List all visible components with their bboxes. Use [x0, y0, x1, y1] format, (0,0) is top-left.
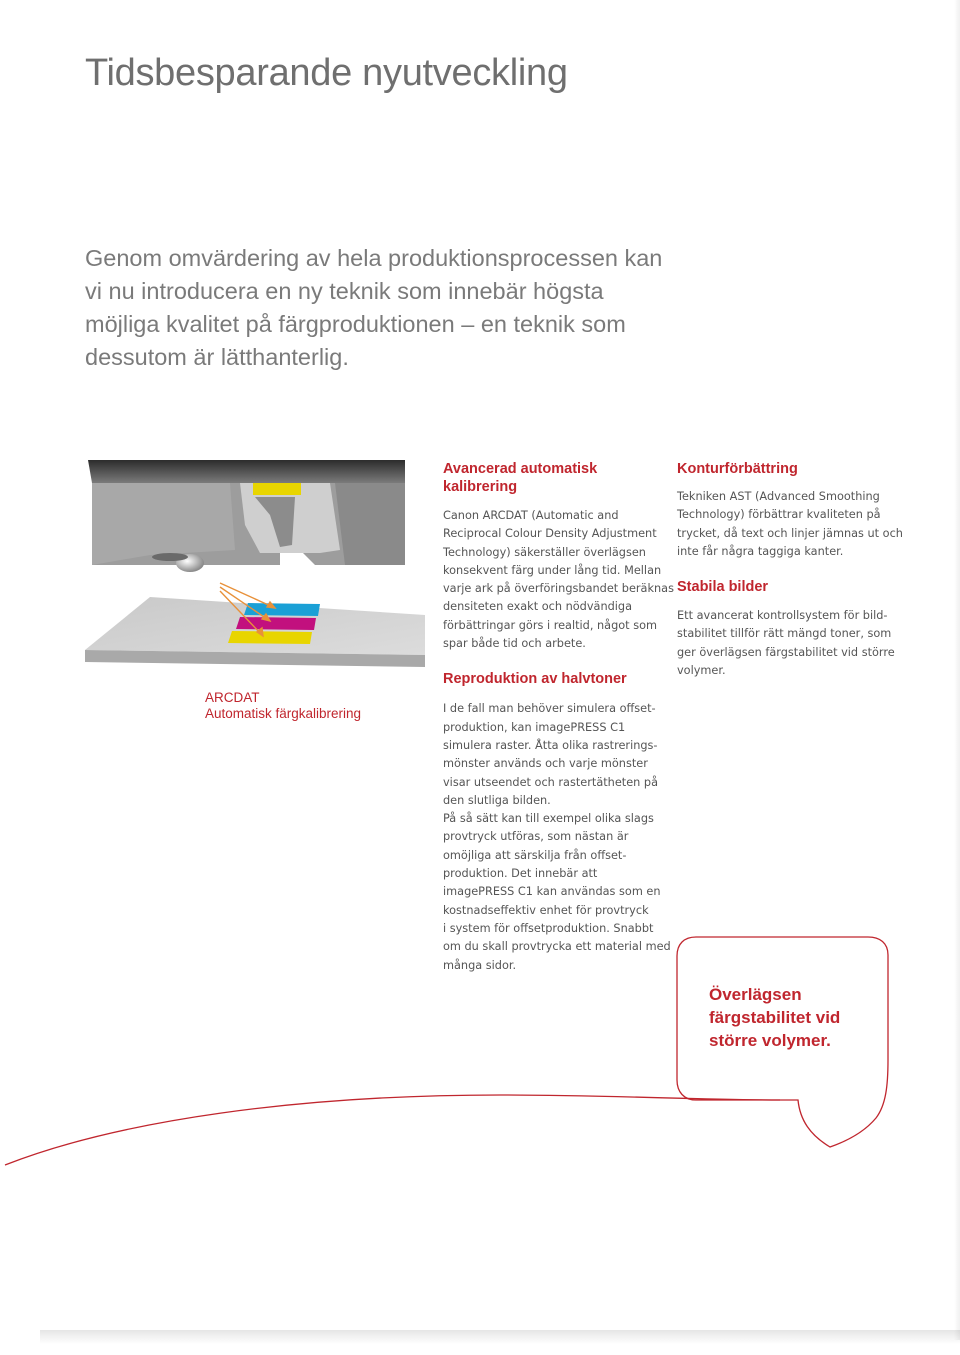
body-line: varje ark på överföringsbandet beräknas	[443, 582, 674, 596]
intro-line: Genom omvärdering av hela produktionsprocessen kan	[85, 245, 663, 271]
body-line: Technology) säkerställer överlägsen	[443, 545, 646, 559]
body-line: produktion, kan imagePRESS C1	[443, 720, 626, 734]
body-line: ger överlägsen färgstabilitet vid större	[677, 645, 895, 659]
sensor-housing-top	[88, 460, 405, 483]
body-line: imagePRESS C1 kan användas som en	[443, 885, 661, 899]
page-title: Tidsbesparande nyutveckling	[85, 52, 568, 94]
body-line: spar både tid och arbete.	[443, 637, 586, 651]
body-line: provtryck utföras, som nästan är	[443, 830, 629, 844]
body-line: Tekniken AST (Advanced Smoothing	[677, 490, 880, 503]
body-line: i system för offsetproduktion. Snabbt	[443, 921, 654, 935]
callout-quote	[709, 983, 840, 1052]
body-line: omöjliga att särskilja från offset-	[443, 848, 627, 862]
stable-images-heading: Stabila bilder	[677, 579, 769, 596]
page-edge-shadow-bottom	[40, 1330, 960, 1344]
page-edge-shadow-right	[954, 0, 960, 1340]
right-column	[677, 460, 902, 680]
sensor-lens-shadow	[152, 553, 188, 561]
intro-paragraph	[85, 242, 685, 374]
body-line: kostnadseffektiv enhet för provtryck	[443, 903, 649, 917]
body-line: konsekvent färg under lång tid. Mellan	[443, 563, 662, 577]
body-line: många sidor.	[443, 958, 517, 972]
intro-line: vi nu introducera en ny teknik som innebär högsta	[85, 278, 604, 304]
stable-images-body	[677, 607, 902, 680]
intro-line: dessutom är lätthanterlig.	[85, 344, 349, 370]
callout-line: Överlägsen	[709, 985, 802, 1004]
calibration-heading-line: kalibrering	[443, 479, 518, 495]
cyan-patch	[244, 603, 320, 616]
intro-line: möjliga kvalitet på färgproduktionen – en teknik som	[85, 311, 626, 337]
illustration-caption	[205, 690, 361, 722]
body-line: förbättringar görs i realtid, något som	[443, 618, 658, 632]
body-line: Ett avancerat kontrollsystem för bild-	[677, 609, 888, 623]
body-line: densiteten exakt och nödvändiga	[443, 600, 633, 614]
body-line: I de fall man behöver simulera offset-	[443, 702, 656, 716]
magenta-patch	[236, 617, 316, 630]
body-line: På så sätt kan till exempel olika slags	[443, 812, 654, 826]
caption-line: ARCDAT	[205, 690, 260, 705]
body-line: produktion. Det innebär att	[443, 867, 598, 881]
contour-heading: Konturförbättring	[677, 461, 798, 477]
calibration-body	[443, 507, 674, 653]
caption-line: Automatisk färgkalibrering	[205, 706, 362, 721]
contour-body	[677, 488, 902, 561]
yellow-sensor-patch	[253, 483, 301, 495]
body-line: visar utseendet och rastertätheten på	[443, 775, 659, 789]
body-line: mönster används och varje mönster	[443, 757, 648, 771]
arcdat-illustration	[80, 455, 425, 685]
body-line: volymer.	[677, 664, 726, 678]
swoosh-curve	[5, 1095, 780, 1165]
calibration-heading	[443, 460, 668, 496]
body-line: den slutliga bilden.	[443, 793, 551, 807]
halftone-heading: Reproduktion av halvtoner	[443, 671, 627, 688]
halftone-body	[443, 700, 671, 974]
yellow-patch	[228, 631, 312, 644]
body-line: om du skall provtrycka ett material med	[443, 940, 671, 954]
body-line: inte får några taggiga kanter.	[677, 544, 844, 558]
body-line: Canon ARCDAT (Automatic and	[443, 509, 619, 522]
sensor-right-block	[335, 483, 405, 565]
body-line: Reciprocal Colour Density Adjustment	[443, 527, 657, 541]
calibration-heading-line: Avancerad automatisk	[443, 461, 598, 477]
callout-line: större volymer.	[709, 1031, 831, 1050]
middle-column	[443, 460, 674, 975]
callout-line: färgstabilitet vid	[709, 1008, 841, 1027]
body-line: simulera raster. Åtta olika rastrerings-	[443, 738, 658, 752]
body-line: trycket, då text och linjer jämnas ut och	[677, 526, 903, 540]
body-line: stabilitet tillför rätt mängd toner, som	[677, 627, 892, 641]
body-line: Technology) förbättrar kvaliteten på	[677, 508, 881, 522]
